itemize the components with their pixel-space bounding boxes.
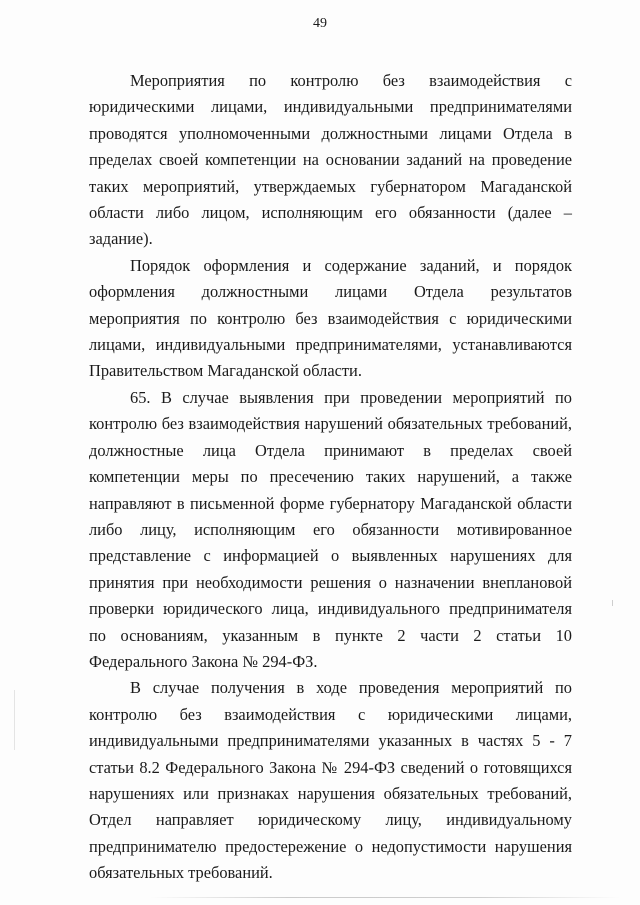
scan-artifact-line <box>150 897 620 898</box>
page-number: 49 <box>313 16 327 31</box>
paragraph-warning-notice: В случае получения в ходе проведения мероприятий по контролю без взаимодействия с юридическими лицами, индивидуальными предпринимателями указанных в частях 5 - 7 статьи 8.2 Федерального Закона № 294-ФЗ сведений о готовящихся нарушениях или признаках нарушения обязательных требований, Отдел направляет юридическому лицу, индивидуальному предпринимателю предостережение о недопустимости нарушения обязательных требований. <box>89 678 572 883</box>
paragraph-task-procedure: Порядок оформления и содержание заданий, и порядок оформления должностными лицами Отдела результатов мероприятия по контролю без взаимодействия с юридическими лицами, индивидуальными предпринимателями, устанавливаются Правительством Магаданской области. <box>89 255 572 381</box>
scan-artifact-mark <box>612 600 613 606</box>
document-body <box>89 68 572 887</box>
paragraph-item-65: 65. В случае выявления при проведении мероприятий по контролю без взаимодействия нарушений обязательных требований, должностные лица Отдела принимают в пределах своей компетенции меры по пресечению таких нарушений, а также направляют в письменной форме губернатору Магаданской области либо лицу, исполняющим его обязанности мотивированное представление с информацией о выявленных нарушениях для принятия при необходимости решения о назначении внеплановой проверки юридического лица, индивидуального предпринимателя по основаниям, указанным в пункте 2 части 2 статьи 10 Федерального Закона № 294-ФЗ. <box>89 387 572 671</box>
paragraph-control-measures: Мероприятия по контролю без взаимодействия с юридическими лицами, индивидуальными предпринимателями проводятся уполномоченными должностными лицами Отдела в пределах своей компетенции на основании заданий на проведение таких мероприятий, утверждаемых губернатором Магаданской области либо лицом, исполняющим его обязанности (далее – задание). <box>89 71 572 249</box>
scan-artifact-mark <box>14 690 15 750</box>
